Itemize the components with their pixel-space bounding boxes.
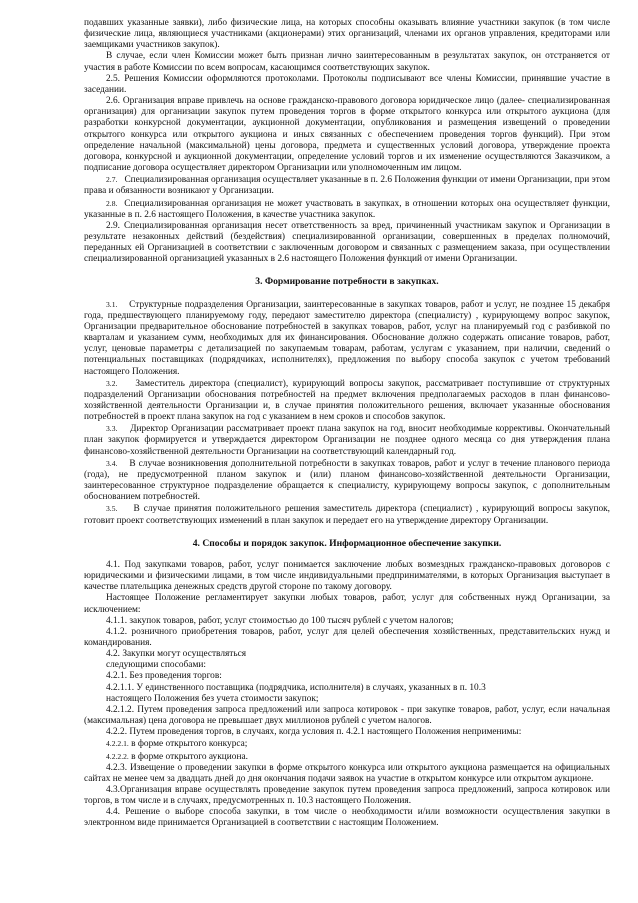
paragraph: следующими способами:: [106, 660, 206, 671]
clause-number: 2.8.: [106, 198, 118, 208]
clause-number: 3.5.: [106, 504, 118, 514]
clause-text: Директор Организации рассматривает проект плана закупок на год, вносит необходимые коррективы. Окончательный план закупок формируется и утверждается директором Организации не позднее одного месяца со дня утверждения плана финансово-хозяйственной деятельности Организации на соответствующий календарный год.: [84, 424, 611, 457]
paragraph: настоящего Положения без учета стоимости закупок;: [106, 693, 319, 704]
clause-text: Заместитель директора (специалист), курирующий вопросы закупок, рассматривает поступившие от структурных подразделений Организации обоснования потребностей на предмет включения предполагаемых расходов в план финансово-хозяйственной деятельности Организации и, в случае принятия положительного решения, включает указанные обоснования потребностей в проект плана закупок на год с указанием в нем сроков и способов закупок.: [84, 378, 610, 423]
clause-text: в форме открытого конкурса;: [131, 739, 248, 750]
paragraph: 4.2.1.1. У единственного поставщика (подрядчика, исполнителя) в случаях, указанных в п. 10.3: [106, 682, 486, 693]
paragraph: 4.2.2. Путем проведения торгов, в случаях, когда условия п. 4.2.1 настоящего Положения неприменимы:: [106, 727, 522, 738]
clause-number: 3.1.: [106, 299, 118, 309]
paragraph: [84, 458, 610, 504]
paragraph: [84, 423, 610, 457]
paragraph: 4.1.2. розничного приобретения товаров, работ, услуг для целей обеспечения хозяйственных, представительских нужд и командирования.: [84, 626, 610, 648]
clause-number: 4.2.2.2.: [106, 751, 129, 761]
paragraph: подавших указанные заявки), либо физические лица, на которых способны оказывать влияние участники закупок (в том числе физические лица, являющиеся участниками (акционерами) этих организаций, членами их органов управления, кредиторами или заемщиками участников закупок).: [84, 18, 610, 51]
clause-text: В случае принятия положительного решения заместитель директора (специалист) , курирующий вопросы закупок, готовит проект соответствующих изменений в план закупок и передает его на утверждение директору Организации.: [84, 504, 611, 526]
paragraph: 4.2. Закупки могут осуществляться: [106, 649, 247, 660]
clause-number: 4.2.2.1.: [106, 739, 129, 749]
paragraph: 2.6. Организация вправе привлечь на основе гражданско-правового договора юридическое лицо (далее- специализированная организация) для организации закупок путем проведения торгов в форме открытого конкурса или открытого аукциона (для разработки конкурсной документации, аукционной документации, опубликования и размещения извещений о проведении открытого конкурса или открытого аукциона и иных связанных с обеспечением проведения торгов функций). При этом определение начальной (максимальной) цены договора, предмета и существенных условий договора, утверждение проекта договора, конкурсной и аукционной документации, определение условий торгов и их изменение осуществляются Заказчиком, а подписание договора осуществляет директором Организации или уполномоченным им лицом.: [84, 96, 610, 174]
paragraph: 4.1. Под закупками товаров, работ, услуг понимается заключение любых возмездных гражданско-правовых договоров с юридическими и физическими лицами, в том числе индивидуальными предпринимателями, в которых Организация выступает в качестве плательщика денежных средств другой стороне по такому договору.: [84, 559, 610, 593]
paragraph: [84, 738, 610, 750]
clause-number: 2.7.: [106, 175, 118, 185]
clause-text: Специализированная организация не может участвовать в закупках, в отношении которых она осуществляет функции, указанные в п. 2.6 настоящего Положения, в качестве участника закупок.: [84, 198, 611, 220]
clause-text: В случае возникновения дополнительной потребности в закупках товаров, работ и услуг в течение планового периода (года), не предусмотренной планом закупок и (или) планом финансово-хозяйственной деятельности Организации, заинтересованное структурное подразделение обращается к специалисту, курирующему вопросы закупок, с дополнительным обоснованием потребностей.: [84, 458, 610, 503]
clause-number: 3.4.: [106, 458, 118, 468]
paragraph: [84, 503, 610, 526]
clause-text: в форме открытого аукциона.: [131, 751, 248, 762]
clause-text: Структурные подразделения Организации, заинтересованные в закупках товаров, работ и услуг, не позднее 15 декабря года, предшествующего планируемому году, передают заместителю директора (специалисту) , курирующему вопрос закупок, Организации предварительное обоснование потребностей в закупках товаров, работ, услуг на планируемый год с разбивкой по кварталам и указанием сумм, необходимых для их финансирования. Обоснование должно содержать описание товаров, работ, услуг, ценовые параметры с детализацией по закупаемым товарам, работам, услугам с указанием, при наличии, сведений о потенциальных поставщиках (подрядчиках, исполнителях), предложения по выбору способа закупок с учетом требований настоящего Положения.: [84, 299, 611, 377]
clause-number: 3.3.: [106, 424, 118, 434]
section-heading: 3. Формирование потребности в закупках.: [255, 276, 439, 288]
paragraph: 2.5. Решения Комиссии оформляются протоколами. Протоколы подписывают все члены Комиссии, принявшие участие в заседании.: [84, 73, 610, 95]
paragraph: [84, 378, 610, 424]
paragraph: 4.1.1. закупок товаров, работ, услуг стоимостью до 100 тысяч рублей с учетом налогов;: [106, 615, 454, 626]
paragraph: 4.3.Организация вправе осуществлять проведение закупок путем проведения запроса предложений, запроса котировок или торгов, в том числе и в случаях, предусмотренных п. 10.3 настоящего Положения.: [84, 785, 610, 807]
paragraph: 4.2.1. Без проведения торгов:: [106, 671, 222, 682]
paragraph: [84, 299, 610, 378]
paragraph: В случае, если член Комиссии может быть признан лично заинтересованным в результатах закупок, он отстраняется от участия в работе Комиссии по всем вопросам, касающимся соответствующих закупок.: [84, 51, 610, 73]
paragraph: Настоящее Положение регламентирует закупки любых товаров, работ, услуг для собственных нужд Организации, за исключением:: [84, 593, 610, 615]
paragraph: 2.9. Специализированная организация несет ответственность за вред, причиненный участникам закупок и Организации в результате незаконных действий (бездействия) специализированной организации, совершенных в пределах полномочий, переданных ей Организацией в соответствии с заключенным договором и связанных с размещением заказа, при осуществлении специализированной организацией указанных в 2.6 настоящего Положения функций от имени Организации.: [84, 220, 610, 265]
paragraph: [84, 751, 610, 763]
paragraph: [84, 174, 610, 197]
paragraph: 4.2.1.2. Путем проведения запроса предложений или запроса котировок - при закупке товаров, работ, услуг, если начальная (максимальная) цена договора не превышает двух миллионов рублей с учетом налогов.: [84, 704, 610, 727]
clause-text: Специализированная организация осуществляет указанные в п. 2.6 Положения функции от имени Организации, при этом права и обязанности возникают у Организации.: [84, 175, 610, 197]
paragraph: 4.2.3. Извещение о проведении закупки в форме открытого конкурса или открытого аукциона размещается на официальных сайтах не менее чем за двадцать дней до дня окончания подачи заявок на участие в открытом конкурсе или открытом аукционе.: [84, 762, 610, 784]
paragraph: [84, 198, 610, 221]
paragraph: 4.4. Решение о выборе способа закупки, в том числе о необходимости и/или возможности осуществления закупки в электронном виде принимается Организацией в соответствии с настоящим Положением.: [84, 807, 610, 829]
clause-number: 3.2.: [106, 378, 118, 388]
section-heading: 4. Способы и порядок закупок. Информационное обеспечение закупки.: [192, 537, 502, 549]
